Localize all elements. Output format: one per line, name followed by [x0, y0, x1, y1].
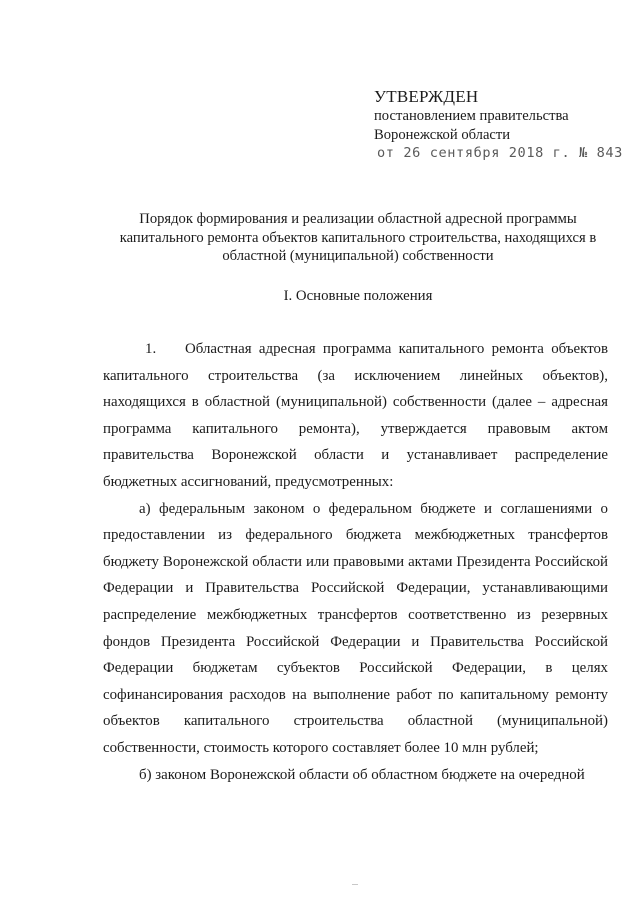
document-body: [103, 336, 608, 788]
subitem-a: а) федеральным законом о федеральном бюджете и соглашениями о предоставлении из федерального бюджета межбюджетных трансфертов бюджету Воронежской области или правовыми актами Президента Российской Федерации и Правительства Российской Федерации, устанавливающими распределение межбюджетных трансфертов соответственно из резервных фондов Президента Российской Федерации и Правительства Российской Федерации бюджетам субъектов Российской Федерации, в целях софинансирования расходов на выполнение работ по капитальному ремонту объектов капитального строительства областной (муниципальной) собственности, стоимость которого составляет более 10 млн рублей;: [103, 500, 608, 756]
subitem-b: б) законом Воронежской области об областном бюджете на очередной: [139, 766, 585, 783]
approval-authority-line: постановлением правительства: [374, 108, 569, 124]
item-1-text: Областная адресная программа капитального ремонта объектов капитального строительства (за исключением линейных объектов), находящихся в областной (муниципальной) собственности (далее – адресная программа капитального ремонта), утверждается правовым актом правительства Воронежской области и устанавливает распределение бюджетных ассигнований, предусмотренных:: [103, 341, 608, 490]
paragraph-item-1: [103, 336, 608, 496]
approval-region-line: Воронежской области: [374, 126, 511, 143]
approval-stamp: [374, 87, 624, 162]
document-title: Порядок формирования и реализации областной адресной программы капитального ремонта объектов капитального строительства, находящихся в областной (муниципальной) собственности: [119, 211, 597, 265]
section-heading: I. Основные положения: [283, 288, 433, 304]
approval-date-number: от 26 сентября 2018 г. № 843: [377, 145, 623, 161]
scan-artifact: [352, 884, 358, 885]
approval-title: УТВЕРЖДЕН: [374, 87, 479, 106]
item-number: 1.: [145, 341, 157, 357]
